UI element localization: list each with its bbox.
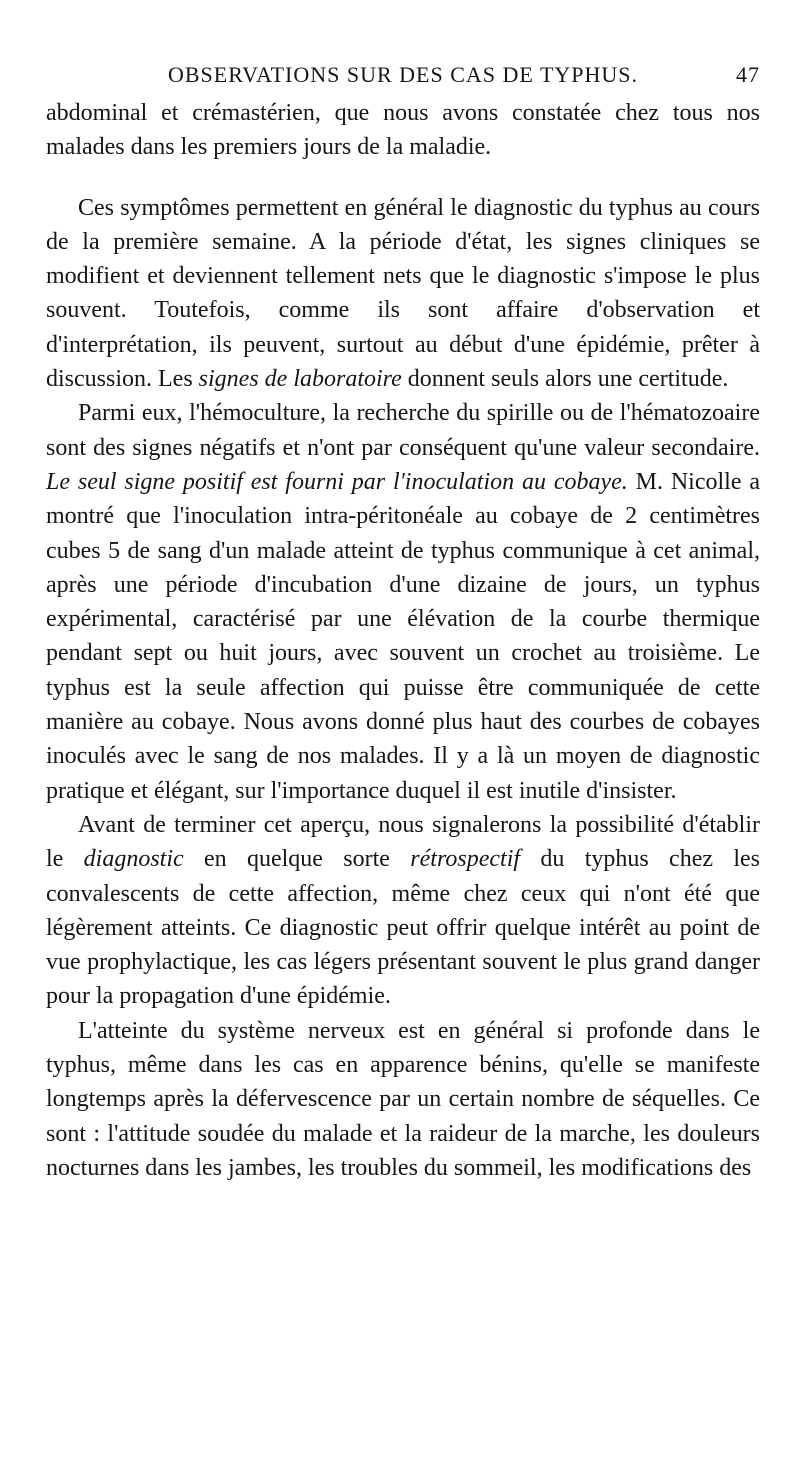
paragraph-retrospective-diagnosis	[46, 808, 760, 1014]
paragraph-text: Parmi eux, l'hémoculture, la recherche du spirille ou de l'hématozoaire sont des signes négatifs et n'ont par conséquent qu'une valeur secondaire.	[46, 400, 760, 461]
paragraph-text: Ces symptômes permettent en général le diagnostic du typhus au cours de la première semaine. A la période d'état, les signes cliniques se modifient et deviennent tellement nets que le diagnostic s'impose le plus souvent. Toutefois, comme ils sont affaire d'observation et d'interprétation, ils peuvent, surtout au début d'une épidémie, prêter à discussion. Les	[46, 194, 760, 393]
italic-text: diagnostic	[83, 846, 184, 873]
book-page	[46, 56, 760, 1185]
italic-text: signes de laboratoire	[198, 366, 402, 393]
italic-text: Le seul signe positif est fourni par l'inoculation au cobaye.	[46, 468, 628, 495]
page-number: 47	[736, 62, 760, 87]
paragraph-text: abdominal et crémastérien, que nous avons constatée chez tous nos malades dans les premiers jours de la maladie.	[46, 100, 760, 161]
italic-text: rétrospectif	[410, 846, 521, 873]
paragraph-laboratory-signs	[46, 396, 760, 808]
paragraph-text: M. Nicolle a montré que l'inoculation intra-péritonéale au cobaye de 2 centimètres cubes 5 de sang d'un malade atteint de typhus communique à cet animal, après une période d'incubation d'une dizaine de jours, un typhus expérimental, caractérisé par une élévation de la courbe thermique pendant sept ou huit jours, avec souvent un crochet au troisième. Le typhus est la seule affection qui puisse être communiquée de cette manière au cobaye. Nous avons donné plus haut des courbes de cobayes inoculés avec le sang de nos malades. Il y a là un moyen de diagnostic pratique et élégant, sur l'importance duquel il est inutile d'insister.	[46, 468, 760, 804]
paragraph-text: donnent seuls alors une certitude.	[401, 366, 729, 393]
paragraph-text: Avant de terminer cet aperçu, nous signalerons la possibilité d'établir le	[46, 811, 760, 873]
running-head	[46, 56, 760, 96]
paragraph-continued	[46, 96, 760, 165]
paragraph-text: du typhus chez les convalescents de cette affection, même chez ceux qui n'ont été que légèrement atteints. Ce diagnostic peut offrir quelque intérêt au point de vue prophylactique, les cas légers présentant souvent le plus grand danger pour la propagation d'une épidémie.	[46, 846, 761, 1010]
paragraph-diagnostic-first-week	[46, 191, 760, 397]
running-title: OBSERVATIONS SUR DES CAS DE TYPHUS.	[167, 62, 639, 87]
paragraph-text: en quelque sorte	[183, 846, 411, 873]
paragraph-text: L'atteinte du système nerveux est en général si profonde dans le typhus, même dans les cas en apparence bénins, qu'elle se manifeste longtemps après la défervescence par un certain nombre de séquelles. Ce sont : l'attitude soudée du malade et la raideur de la marche, les douleurs nocturnes dans les jambes, les troubles du sommeil, les modifications des	[46, 1017, 760, 1181]
paragraph-nervous-system	[46, 1014, 760, 1185]
